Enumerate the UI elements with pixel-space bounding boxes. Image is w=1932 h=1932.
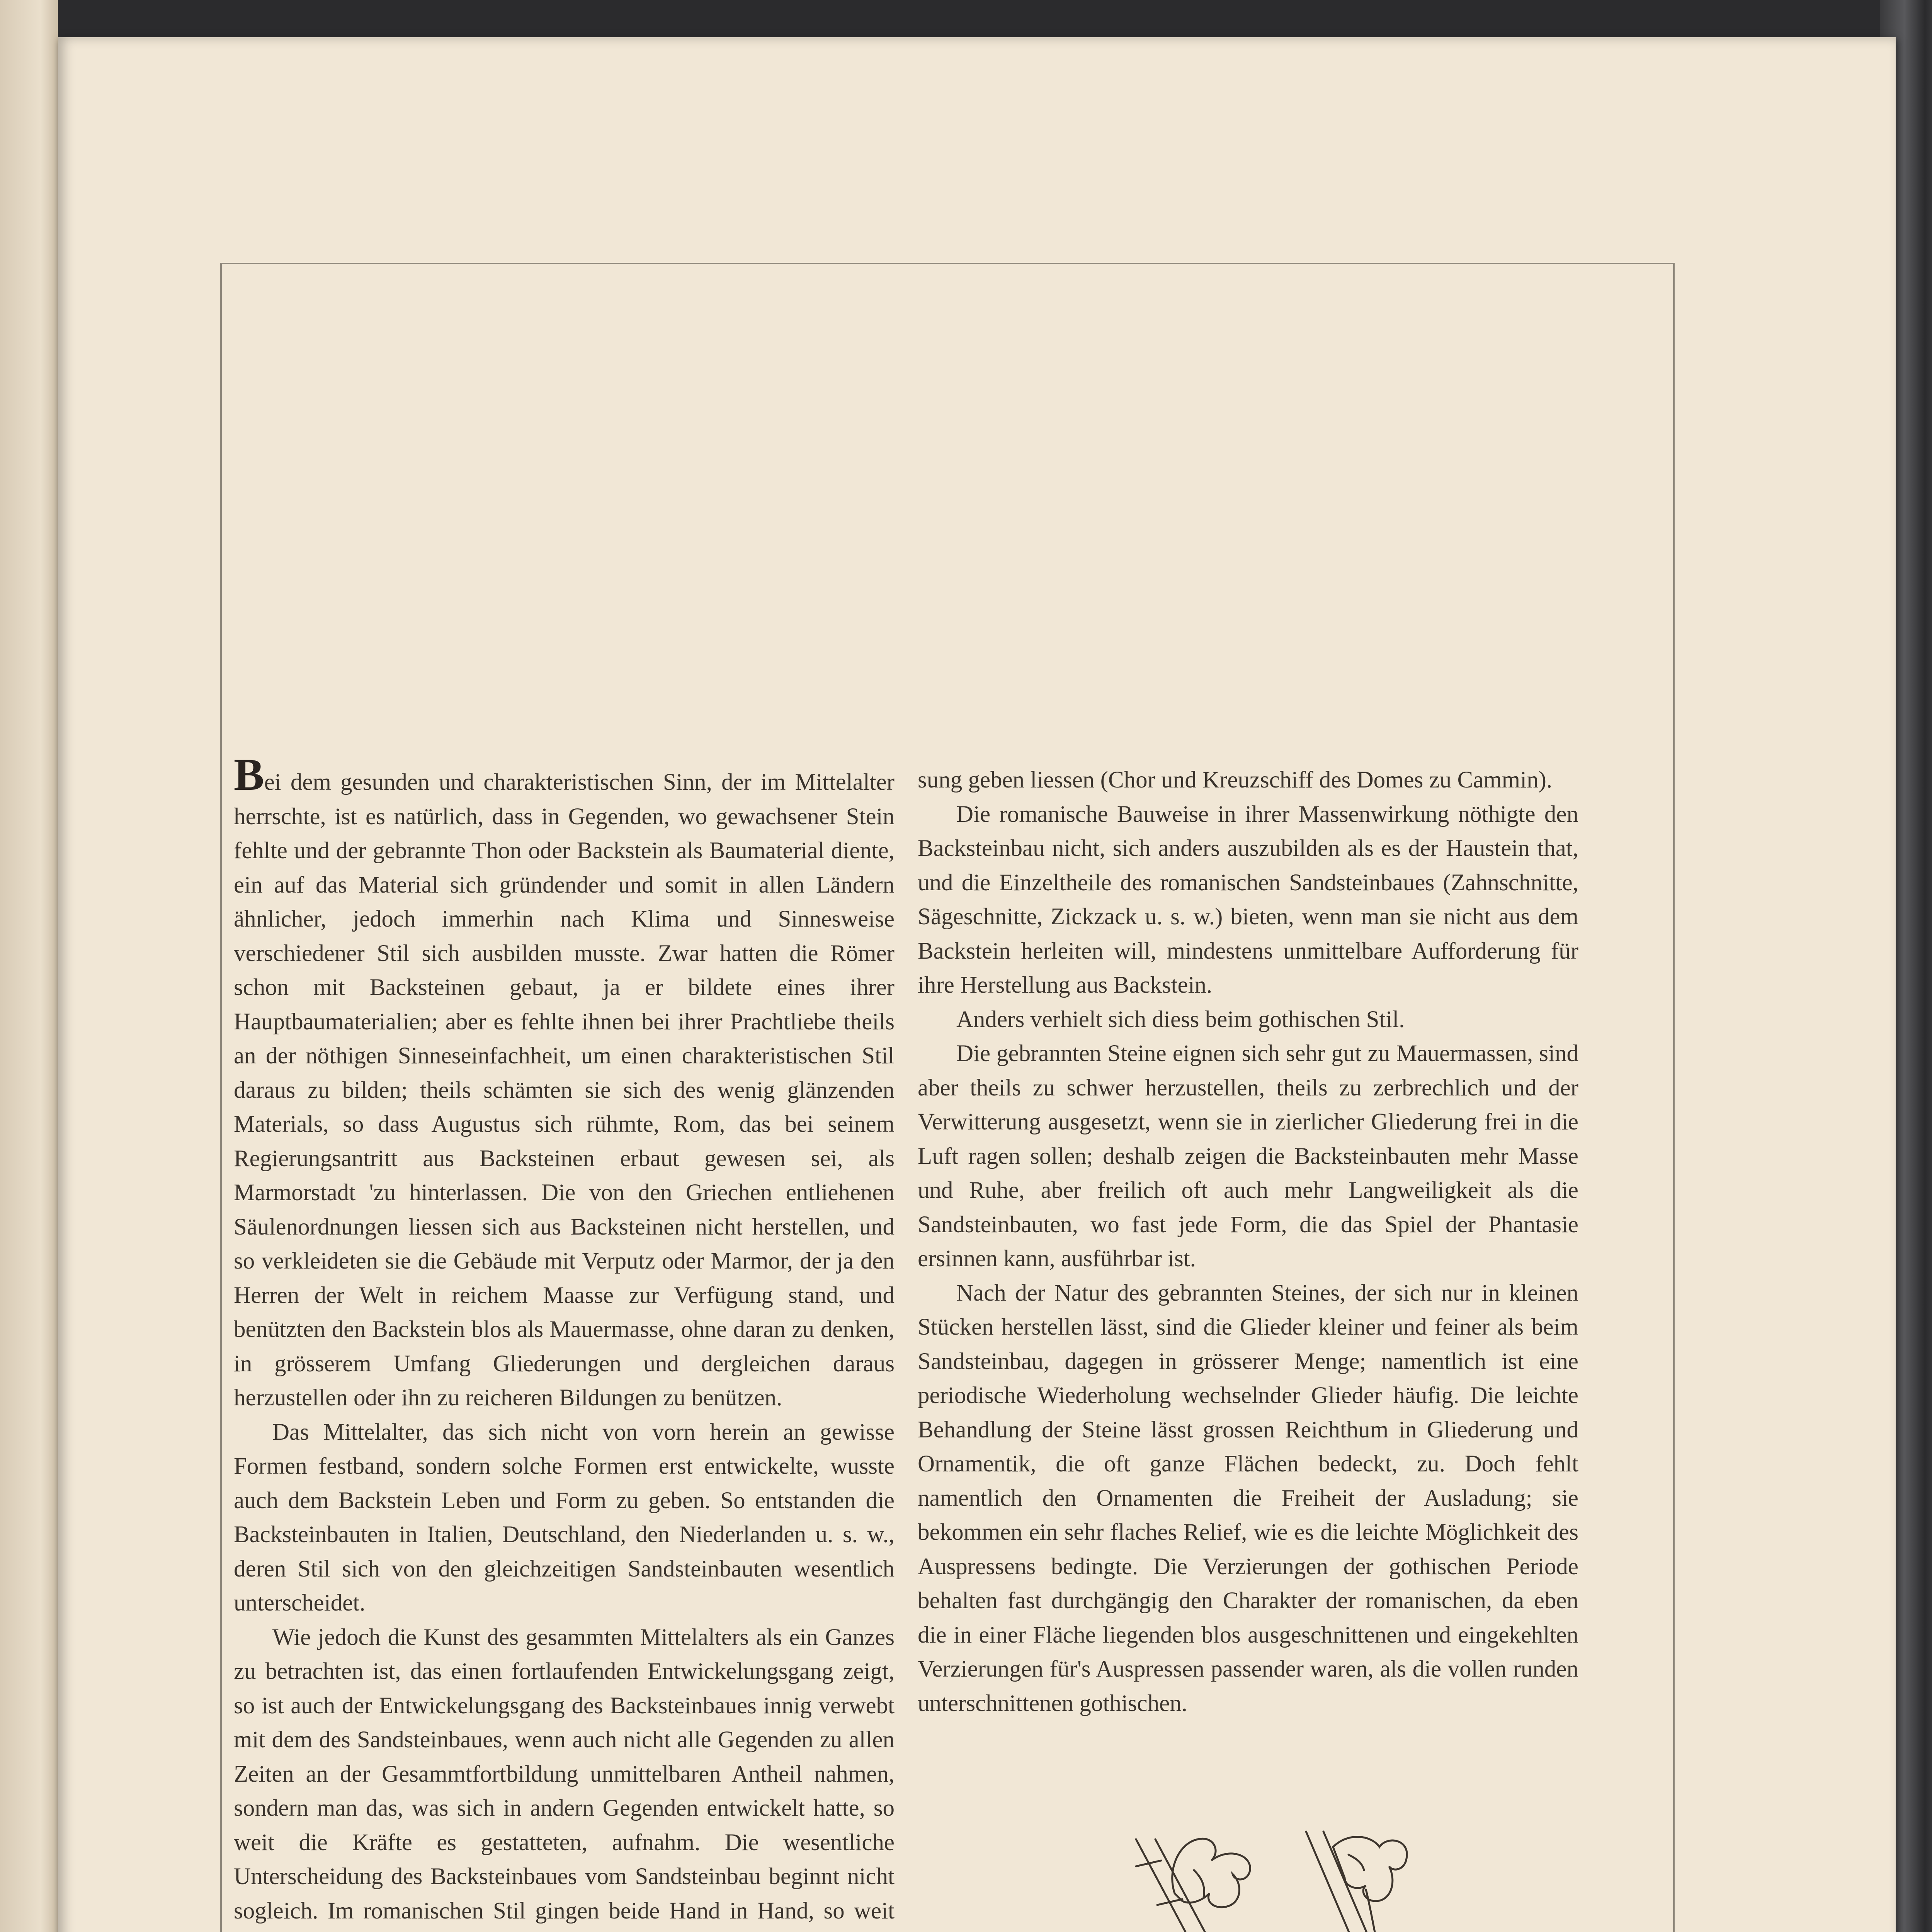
ornament-illustration — [1078, 1824, 1464, 1932]
leaf-vein — [1349, 1855, 1364, 1870]
profile-line — [1306, 1832, 1418, 1932]
paragraph-8: Nach der Natur des gebrannten Steines, der sich nur in kleinen Stücken herstellen lässt, sind die Glieder kleiner und feiner als beim Sandsteinbau, dagegen in grösserer Menge; namentlich ist eine periodische Wiederholung wechselnder Glieder häufig. Die leichte Behandlung der Steine lässt grossen Reichthum in Gliederung und Ornamentik, die oft ganze Flächen bedeckt, zu. Doch fehlt namentlich den Ornamenten die Freiheit der Ausladung; sie bekommen ein sehr flaches Relief, wie es die leichte Möglichkeit des Auspressens bedingte. Die Verzierungen der gothischen Periode behalten fast durchgängig den Charakter der romanischen, da eben die in einer Fläche liegenden blos ausgeschnittenen und eingekehlten Verzierungen für's Auspressen passender waren, als die vollen runden unterschnittenen gothischen. — [918, 1280, 1578, 1716]
leaf-vein — [1194, 1870, 1204, 1897]
right-column-top — [918, 763, 1578, 1721]
paragraph-4: sung geben liessen (Chor und Kreuzschiff des Domes zu Cammin). — [918, 767, 1553, 793]
paragraph-6: Anders verhielt sich diess beim gothischen Stil. — [956, 1006, 1405, 1032]
previous-page-edge — [0, 0, 58, 1932]
leaf-ornament-right — [1333, 1837, 1407, 1901]
leaf-ornament-left — [1172, 1838, 1250, 1907]
paragraph-7: Die gebrannten Steine eignen sich sehr gut zu Mauermassen, sind aber theils zu schwer herzustellen, theils zu zerbrechlich und der Verwitterung ausgesetzt, wenn sie in zierlicher Gliederung frei in die Luft ragen sollen; deshalb zeigen die Backsteinbauten mehr Masse und Ruhe, aber freilich oft auch mehr Langweiligkeit als die Sandsteinbauten, wo fast jede Form, die das Spiel der Phantasie ersinnen kann, ausführbar ist. — [918, 1041, 1578, 1272]
paragraph-5: Die romanische Bauweise in ihrer Massenwirkung nöthigte den Backsteinbau nicht, sich anders auszubilden als es der Haustein that, und die Einzeltheile des romanischen Sandsteinbaues (Zahnschnitte, Sägeschnitte, Zickzack u. s. w.) bieten, wenn man sie nicht aus dem Backstein herleiten will, mindestens unmittelbare Aufforderung für ihre Herstellung aus Backstein. — [918, 801, 1578, 998]
left-column — [234, 749, 895, 1932]
profile-curve — [1366, 1889, 1381, 1932]
paragraph-3: Wie jedoch die Kunst des gesammten Mittelalters als ein Ganzes zu betrachten ist, das einen fortlaufenden Entwickelungsgang zeigt, so ist auch der Entwickelungsgang des Backsteinbaues innig verwebt mit dem des Sandsteinbaues, wenn auch nicht alle Gegenden zu allen Zeiten an der Gesammtfortbildung unmittelbaren Antheil nahmen, sondern man das, was sich in andern Gegenden entwickelt hatte, so weit die Kräfte es gestatteten, aufnahm. Die wesentliche Unterscheidung des Backsteinbaues vom Sandsteinbau beginnt nicht sogleich. Im romanischen Stil gingen beide Hand in Hand, so weit — [234, 1624, 895, 1924]
drop-cap: B — [234, 749, 264, 800]
profile-line — [1323, 1832, 1428, 1932]
paragraph-1: Bei dem gesunden und charakteristischen Sinn, der im Mittelalter herrschte, ist es natürlich, dass in Gegenden, wo gewachsener Stein fehlte und der gebrannte Thon oder Backstein als Baumaterial diente, ein auf das Material sich gründender und somit in allen Ländern ähnlicher, jedoch immerhin nach Klima und Sinnesweise verschiedener Stil sich ausbilden musste. Zwar hatten die Römer schon mit Backsteinen gebaut, ja er bildete eines ihrer Hauptbaumaterialien; aber es fehlte ihnen bei ihrer Prachtliebe theils an der nöthigen Sinneseinfachheit, um einen charakteristischen Stil daraus zu bilden; theils schämten sie sich des wenig glänzenden Materials, so dass Augustus sich rühmte, Rom, das bei seinem Regierungsantritt aus Backsteinen erbaut gewesen sei, als Marmorstadt 'zu hinterlassen. Die von den Griechen entliehenen Säulenordnungen liessen sich aus Backsteinen nicht herstellen, und so verkleideten sie die Gebäude mit Verputz oder Marmor, der ja den Herren der Welt in reichem Maasse zur Verfügung stand, und benützten den Backstein blos als Mauermasse, ohne daran zu denken, in grösserem Umfang Gliederungen und dergleichen daraus herzustellen oder ihn zu reicheren Bildungen zu benützen. — [234, 749, 895, 1411]
paragraph-2: Das Mittelalter, das sich nicht von vorn herein an gewisse Formen festband, sondern solche Formen erst entwickelte, wusste auch dem Backstein Leben und Form zu geben. So entstanden die Backsteinbauten in Italien, Deutschland, den Niederlanden u. s. w., deren Stil sich von den gleichzeitigen Sandsteinbauten wesentlich unterscheidet. — [234, 1419, 895, 1616]
